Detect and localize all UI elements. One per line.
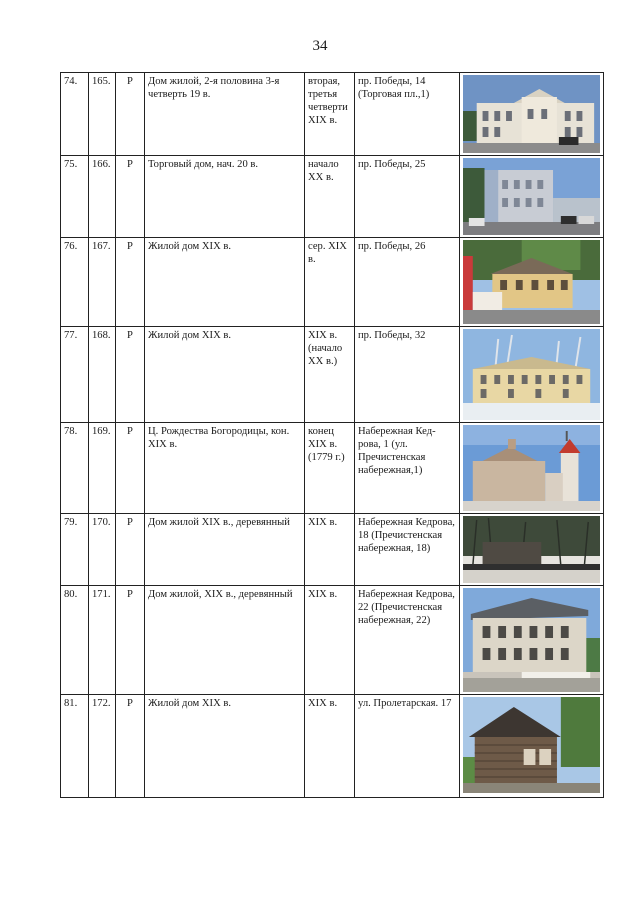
object-address: пр. Победы, 14 (Торговая пл.,1) [355,73,460,156]
page-number: 34 [312,38,328,54]
object-address: пр. Победы, 26 [355,238,460,327]
building-photo [463,697,600,793]
object-date: конец XIX в. (1779 г.) [305,423,355,514]
object-address: Набережная Кед-рова, 1 (ул. Пречистенская набережная,1) [355,423,460,514]
row-number: 78. [61,423,89,514]
object-name: Дом жилой, XIX в., деревянный [145,586,305,695]
object-date: сер. XIX в. [305,238,355,327]
object-name: Ц. Рождества Богородицы, кон. XIX в. [145,423,305,514]
row-number: 81. [61,695,89,798]
table-row [61,73,604,156]
building-photo [463,588,600,692]
object-date: вторая, третья четверти XIX в. [305,73,355,156]
category: Р [116,586,145,695]
row-number: 80. [61,586,89,695]
object-name: Дом жилой XIX в., деревянный [145,514,305,586]
object-address: пр. Победы, 32 [355,327,460,423]
row-number: 77. [61,327,89,423]
photo-cell [460,423,604,514]
object-name: Дом жилой, 2-я половина 3-я четверть 19 в. [145,73,305,156]
object-name: Жилой дом XIX в. [145,695,305,798]
building-photo [463,158,600,235]
category: Р [116,73,145,156]
photo-cell [460,238,604,327]
category: Р [116,327,145,423]
registry-id: 165. [89,73,116,156]
category: Р [116,156,145,238]
object-date: XIX в. [305,514,355,586]
building-photo [463,240,600,324]
table-row [61,586,604,695]
row-number: 76. [61,238,89,327]
object-date: XIX в. [305,695,355,798]
photo-cell [460,156,604,238]
object-name: Жилой дом XIX в. [145,327,305,423]
object-date: XIX в. [305,586,355,695]
category: Р [116,695,145,798]
registry-id: 170. [89,514,116,586]
registry-id: 172. [89,695,116,798]
building-photo [463,516,600,583]
category: Р [116,238,145,327]
building-photo [463,75,600,153]
object-date: XIX в. (начало XX в.) [305,327,355,423]
photo-cell [460,514,604,586]
object-name: Жилой дом XIX в. [145,238,305,327]
photo-cell [460,586,604,695]
category: Р [116,514,145,586]
row-number: 74. [61,73,89,156]
table-row [61,238,604,327]
photo-cell [460,695,604,798]
photo-cell [460,73,604,156]
registry-id: 167. [89,238,116,327]
table-row [61,156,604,238]
table-row [61,695,604,798]
object-name: Торговый дом, нач. 20 в. [145,156,305,238]
category: Р [116,423,145,514]
object-address: Набережная Кедрова, 18 (Пречистенская набережная, 18) [355,514,460,586]
registry-id: 171. [89,586,116,695]
building-photo [463,425,600,511]
photo-cell [460,327,604,423]
table-row [61,327,604,423]
registry-id: 166. [89,156,116,238]
object-date: начало XX в. [305,156,355,238]
registry-id: 168. [89,327,116,423]
row-number: 75. [61,156,89,238]
object-address: Набережная Кедрова, 22 (Пречистенская набережная, 22) [355,586,460,695]
registry-id: 169. [89,423,116,514]
table-row [61,423,604,514]
object-address: ул. Пролетарская. 17 [355,695,460,798]
table-row [61,514,604,586]
row-number: 79. [61,514,89,586]
object-address: пр. Победы, 25 [355,156,460,238]
heritage-registry-table [60,72,604,798]
building-photo [463,329,600,420]
